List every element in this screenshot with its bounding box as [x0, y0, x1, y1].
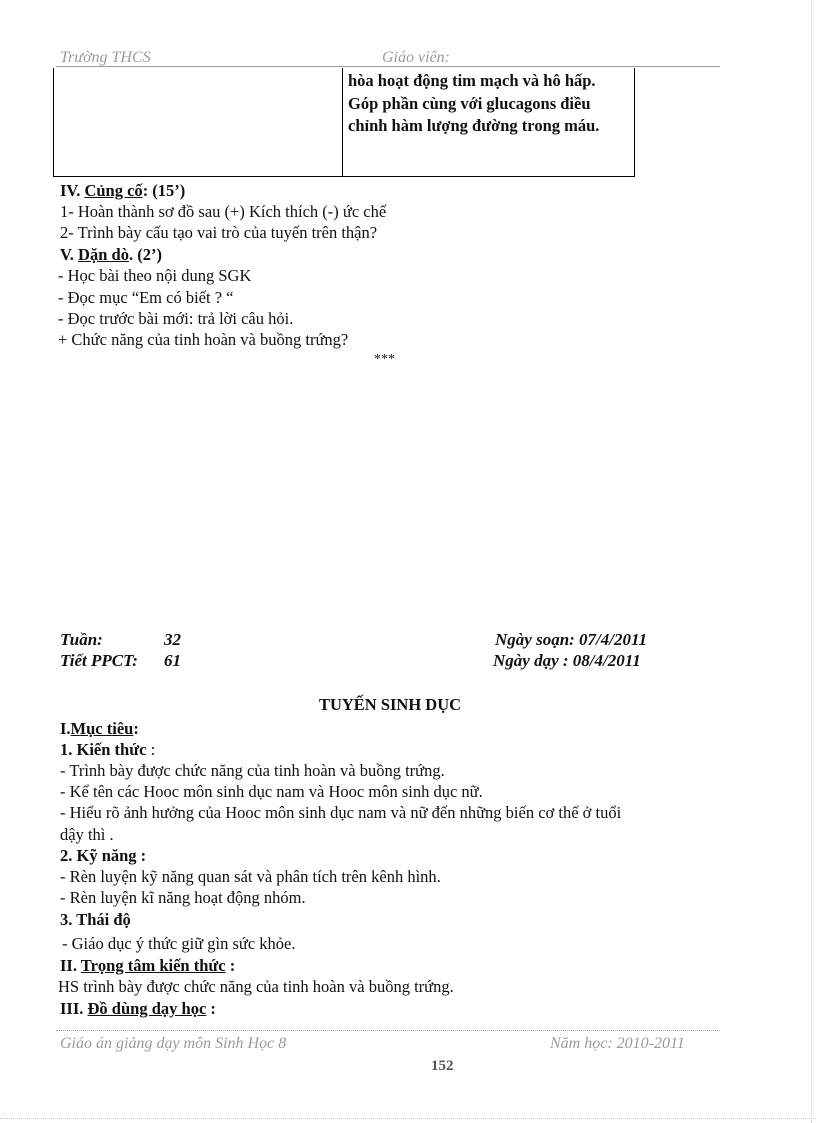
- objectives-heading: [60, 718, 139, 739]
- knowledge-heading-label: 1. Kiến thức: [60, 740, 147, 759]
- header-teacher: Giáo viên:: [382, 49, 450, 66]
- page-edge-bottom: [0, 1118, 816, 1119]
- page-number: 152: [431, 1058, 454, 1074]
- section-separator: ***: [374, 352, 395, 367]
- section-ii-prefix: II.: [60, 956, 77, 975]
- knowledge-heading-suffix: :: [146, 740, 156, 759]
- section-iv-prefix: IV.: [60, 181, 81, 200]
- header-school: Trường THCS: [60, 49, 151, 66]
- section-iv-title: Củng cố: [84, 181, 143, 200]
- lesson-title: TUYẾN SINH DỤC: [318, 695, 462, 714]
- section-ii-title: Trọng tâm kiến thức: [80, 956, 226, 975]
- skills-item: - Rèn luyện kỹ năng quan sát và phân tích trên kênh hình.: [60, 867, 441, 886]
- footer-rule: [56, 1030, 720, 1031]
- knowledge-heading: [60, 739, 155, 760]
- section-iv-item: 2- Trình bày cấu tạo vai trò của tuyến trên thận?: [60, 223, 378, 242]
- knowledge-item: - Trình bày được chức năng của tinh hoàn và buồng trứng.: [60, 761, 445, 780]
- skills-item: - Rèn luyện kĩ năng hoạt động nhóm.: [60, 888, 306, 907]
- section-iv-item: 1- Hoàn thành sơ đồ sau (+) Kích thích (-) ức chế: [60, 202, 387, 221]
- attitude-item: - Giáo dục ý thức giữ gìn sức khỏe.: [62, 934, 296, 953]
- prep-date: Ngày soạn: 07/4/2011: [495, 630, 648, 649]
- section-v-prefix: V.: [60, 245, 74, 264]
- page-edge-right: [811, 0, 812, 1123]
- period-label: Tiết PPCT:: [60, 651, 138, 670]
- section-ii-heading: [60, 955, 235, 976]
- section-iv-suffix: : (15’): [142, 181, 186, 200]
- footer-left: Giáo án giảng dạy môn Sinh Học 8: [60, 1035, 287, 1052]
- section-iii-title: Đồ dùng dạy học: [87, 999, 207, 1018]
- section-v-item: - Học bài theo nội dung SGK: [58, 266, 252, 285]
- objectives-prefix: I.: [60, 719, 71, 738]
- knowledge-item: - Kể tên các Hooc môn sinh dục nam và Hooc môn sinh dục nữ.: [60, 782, 483, 801]
- section-ii-suffix: :: [225, 956, 236, 975]
- week-value: 32: [164, 630, 181, 649]
- section-v-item: + Chức năng của tinh hoàn và buồng trứng?: [58, 330, 349, 349]
- objectives-suffix: :: [133, 719, 139, 738]
- week-label: Tuần:: [60, 630, 103, 649]
- teach-date: Ngày dạy : 08/4/2011: [493, 651, 641, 670]
- footer-right: Năm học: 2010-2011: [550, 1035, 685, 1052]
- knowledge-item: - Hiểu rõ ảnh hưởng của Hooc môn sinh dục nam và nữ đến những biến cơ thể ở tuổi: [60, 803, 622, 822]
- period-value: 61: [164, 651, 181, 670]
- knowledge-item: dậy thì .: [60, 825, 114, 844]
- section-v-title: Dặn dò: [78, 245, 129, 264]
- attitude-heading: 3. Thái độ: [60, 910, 131, 929]
- section-iv-heading: [60, 180, 185, 201]
- section-v-heading: [60, 244, 162, 265]
- objectives-title: Mục tiêu: [70, 719, 134, 738]
- section-ii-text: HS trình bày được chức năng của tinh hoàn và buồng trứng.: [58, 977, 454, 996]
- section-v-suffix: . (2’): [128, 245, 162, 264]
- section-v-item: - Đọc mục “Em có biết ? “: [58, 288, 234, 307]
- section-iii-heading: [60, 998, 216, 1019]
- section-iii-suffix: :: [206, 999, 216, 1018]
- table-column-divider: [342, 68, 343, 176]
- table-cell-text: hòa hoạt động tim mạch và hô hấp. Góp phần cùng với glucagons điều chỉnh hàm lượng đường trong máu.: [348, 71, 600, 135]
- section-v-item: - Đọc trước bài mới: trả lời câu hỏi.: [58, 309, 294, 328]
- section-iii-prefix: III.: [60, 999, 84, 1018]
- header-rule: [56, 66, 720, 67]
- skills-heading: 2. Kỹ năng :: [60, 846, 147, 865]
